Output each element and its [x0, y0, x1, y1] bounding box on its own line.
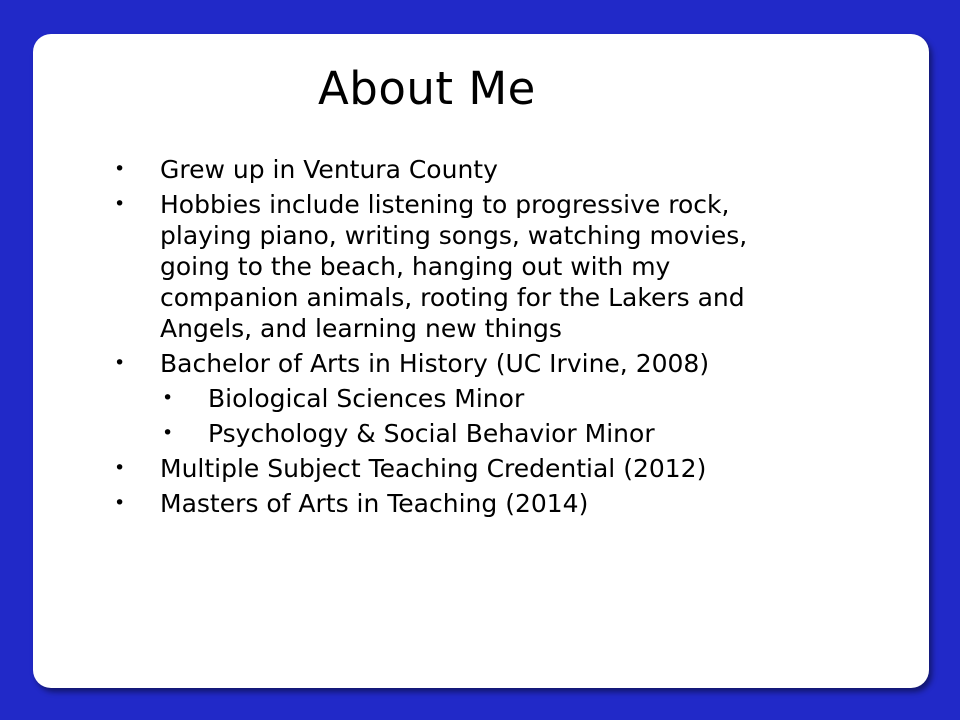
bullet-item — [114, 488, 814, 519]
bullet-text: • Masters of Arts in Teaching (2014) — [160, 489, 589, 518]
bullet-list — [114, 154, 814, 523]
sub-bullet-text: • Psychology & Social Behavior Minor — [208, 419, 655, 448]
bullet-item — [114, 189, 814, 344]
sub-bullet-item — [162, 418, 814, 449]
sub-bullet-item — [162, 383, 814, 414]
bullet-item — [114, 453, 814, 484]
bullet-text: • Hobbies include listening to progressive rock, playing piano, writing songs, watching movies, going to the beach, hanging out with my companion animals, rooting for the Lakers and Angels, and learning new things — [160, 190, 748, 343]
bullet-item — [114, 154, 814, 185]
bullet-text: • Multiple Subject Teaching Credential (2012) — [160, 454, 707, 483]
slide-title: About Me — [318, 62, 536, 115]
sub-bullet-text: • Biological Sciences Minor — [208, 384, 525, 413]
bullet-text: • Bachelor of Arts in History (UC Irvine, 2008) — [160, 349, 710, 378]
bullet-item — [114, 348, 814, 379]
bullet-text: • Grew up in Ventura County — [160, 155, 498, 184]
